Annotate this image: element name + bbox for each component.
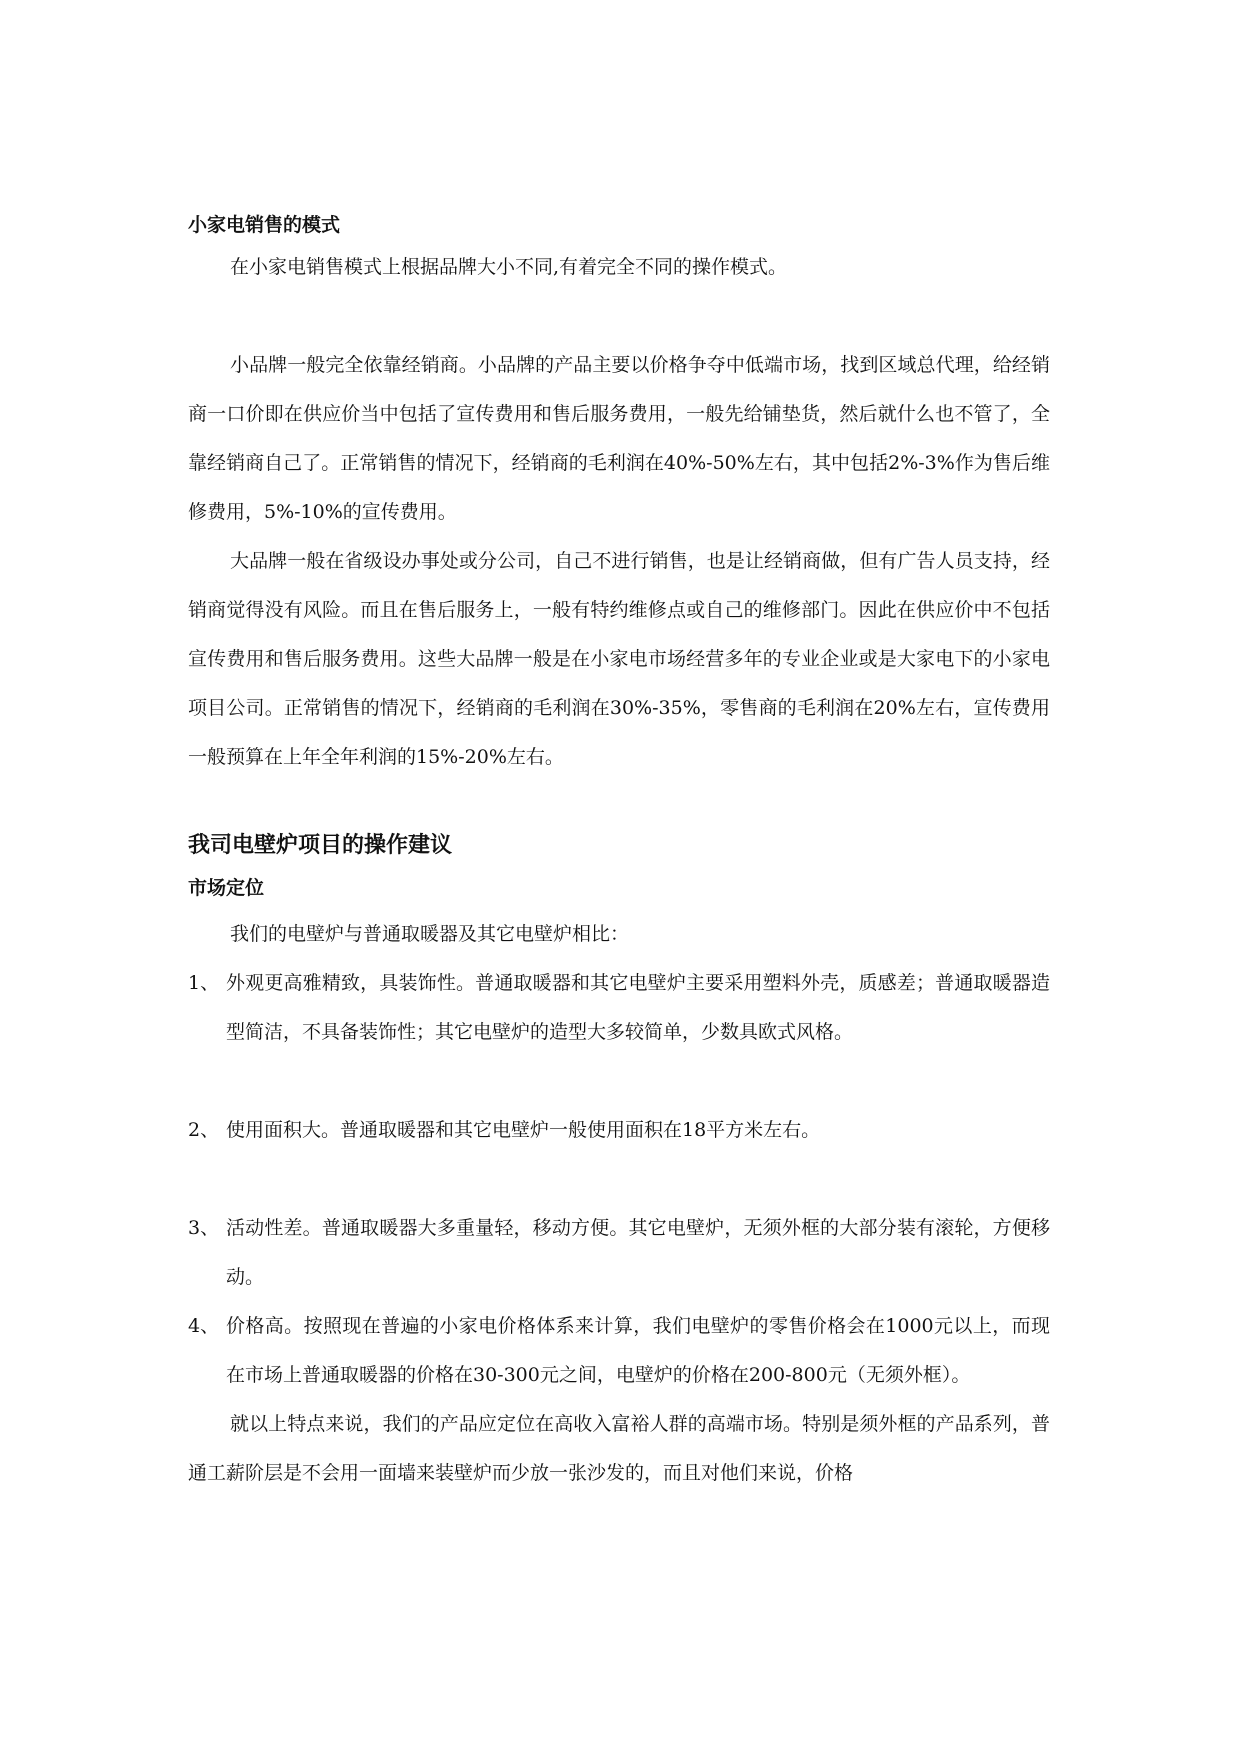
comparison-intro: 我们的电壁炉与普通取暖器及其它电壁炉相比： bbox=[230, 923, 630, 945]
list-item bbox=[188, 1302, 1050, 1400]
list-item bbox=[188, 1106, 1050, 1155]
list-item bbox=[188, 1204, 1050, 1302]
big-brand-paragraph: 大品牌一般在省级设办事处或分公司，自己不进行销售，也是让经销商做，但有广告人员支持，经销商觉得没有风险。而且在售后服务上，一般有特约维修点或自己的维修部门。因此在供应价中不包括宣传费用和售后服务费用。这些大品牌一般是在小家电市场经营多年的专业企业或是大家电下的小家电项目公司。正常销售的情况下，经销商的毛利润在30%-35%，零售商的毛利润在20%左右，宣传费用一般预算在上年全年利润的15%-20%左右。 bbox=[188, 550, 1050, 768]
list-number: 3、 bbox=[188, 1217, 220, 1239]
list-number: 2、 bbox=[188, 1119, 220, 1141]
section-title-fireplace-suggestions: 我司电壁炉项目的操作建议 bbox=[188, 833, 453, 858]
subsection-title-market-positioning: 市场定位 bbox=[188, 877, 265, 899]
small-brand-paragraph: 小品牌一般完全依靠经销商。小品牌的产品主要以价格争夺中低端市场，找到区域总代理，给经销商一口价即在供应价当中包括了宣传费用和售后服务费用，一般先给铺垫货，然后就什么也不管了，全靠经销商自己了。正常销售的情况下，经销商的毛利润在40%-50%左右，其中包括2%-3%作为售后维修费用，5%-10%的宣传费用。 bbox=[188, 354, 1050, 523]
positioning-conclusion: 就以上特点来说，我们的产品应定位在高收入富裕人群的高端市场。特别是须外框的产品系列，普通工薪阶层是不会用一面墙来装壁炉而少放一张沙发的，而且对他们来说，价格 bbox=[188, 1413, 1050, 1484]
list-text: 价格高。按照现在普遍的小家电价格体系来计算，我们电壁炉的零售价格会在1000元以上，而现在市场上普通取暖器的价格在30-300元之间，电壁炉的价格在200-800元（无须外框）。 bbox=[226, 1315, 1050, 1386]
list-text: 外观更高雅精致，具装饰性。普通取暖器和其它电壁炉主要采用塑料外壳，质感差；普通取暖器造型简洁，不具备装饰性；其它电壁炉的造型大多较简单，少数具欧式风格。 bbox=[226, 972, 1050, 1043]
document-body bbox=[188, 207, 1050, 1498]
list-text: 使用面积大。普通取暖器和其它电壁炉一般使用面积在18平方米左右。 bbox=[226, 1119, 821, 1141]
list-text: 活动性差。普通取暖器大多重量轻，移动方便。其它电壁炉，无须外框的大部分装有滚轮，方便移动。 bbox=[226, 1217, 1050, 1288]
list-item bbox=[188, 959, 1050, 1057]
list-number: 4、 bbox=[188, 1315, 220, 1337]
sales-model-intro: 在小家电销售模式上根据品牌大小不同,有着完全不同的操作模式。 bbox=[230, 256, 788, 278]
list-number: 1、 bbox=[188, 972, 220, 994]
section-title-sales-model: 小家电销售的模式 bbox=[188, 214, 341, 236]
